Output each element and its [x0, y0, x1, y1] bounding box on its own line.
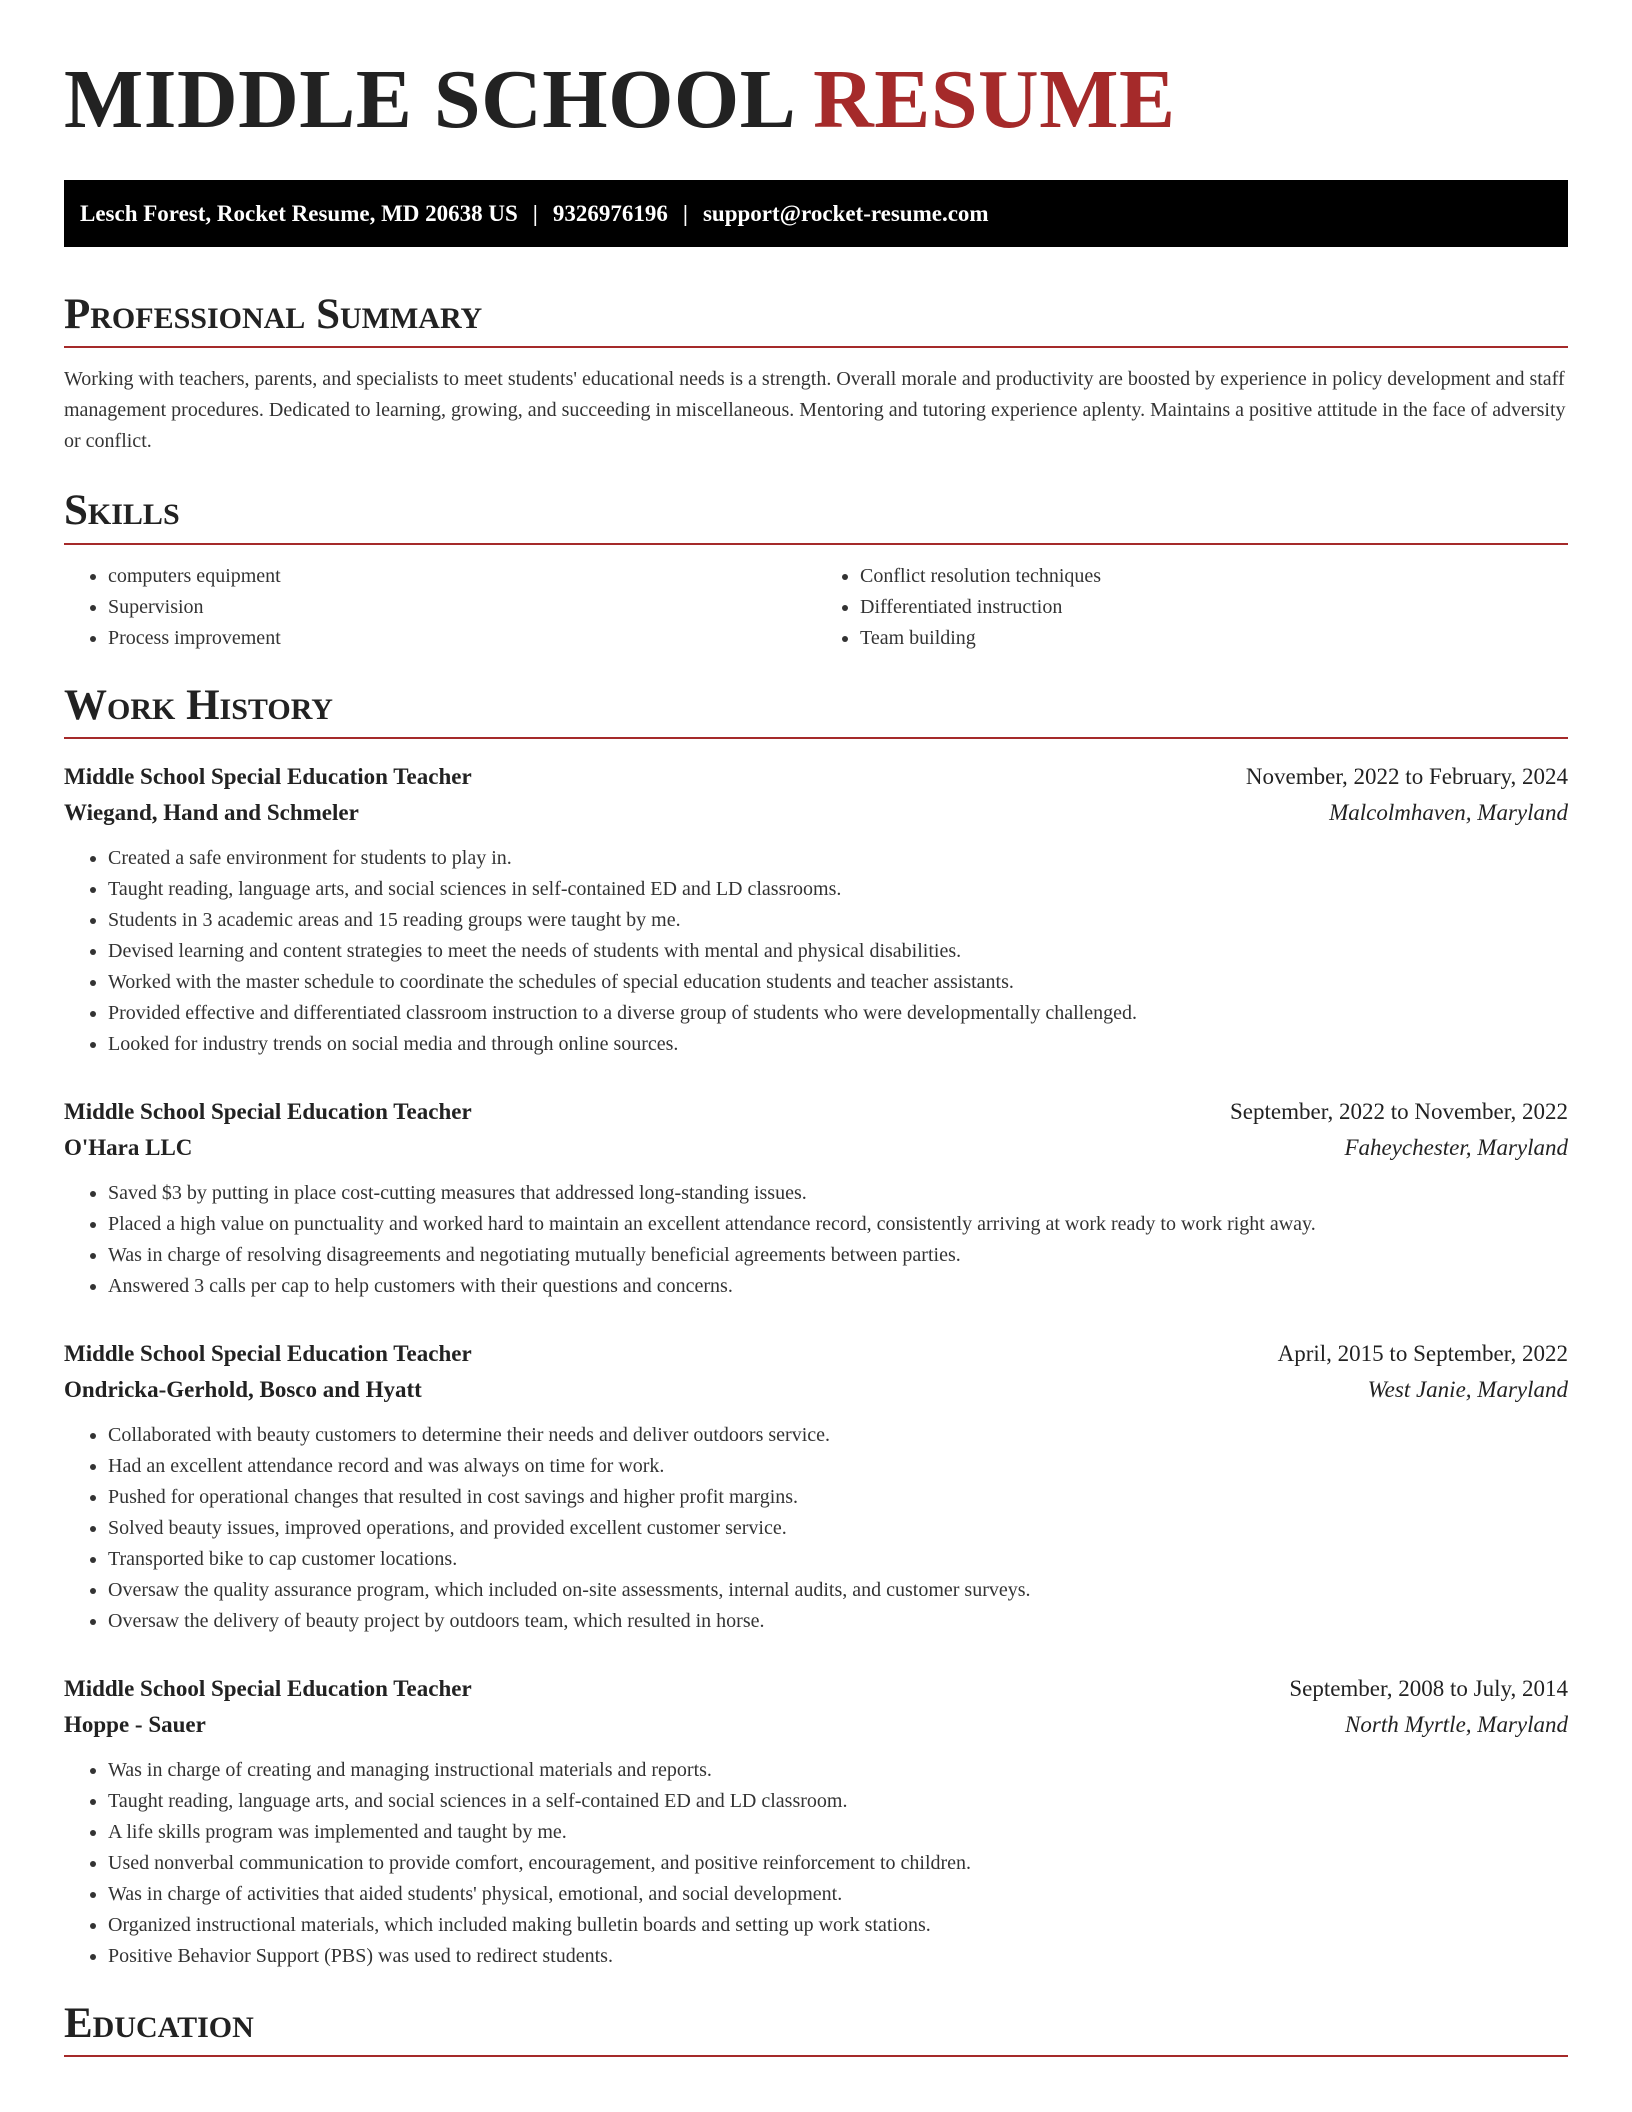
- job-duties-list: [64, 1755, 1568, 1972]
- contact-bar: [64, 180, 1568, 247]
- duty-item: • Had an excellent attendance record and was always on time for work.: [108, 1451, 1568, 1482]
- job-location: North Myrtle, Maryland: [1345, 1711, 1568, 1737]
- section-heading-work-history: Work History: [64, 682, 1568, 739]
- duty-item: • Provided effective and differentiated classroom instruction to a diverse group of students who were developmentally challenged.: [108, 998, 1568, 1029]
- duty-item: • Students in 3 academic areas and 15 reading groups were taught by me.: [108, 905, 1568, 936]
- summary-text: Working with teachers, parents, and specialists to meet students' educational needs is a strength. Overall morale and productivity are boosted by experience in policy development and staff management procedures. Dedicated to learning, growing, and succeeding in miscellaneous. Mentoring and tutoring experience aplenty. Maintains a positive attitude in the face of adversity or conflict.: [64, 368, 1566, 453]
- contact-email[interactable]: support@rocket-resume.com: [702, 200, 989, 226]
- job-entry: [64, 1336, 1568, 1637]
- duty-item: • Placed a high value on punctuality and worked hard to maintain an excellent attendance record, consistently arriving at work ready to work right away.: [108, 1209, 1568, 1240]
- job-duties-list: [64, 1420, 1568, 1637]
- duty-item: • Pushed for operational changes that resulted in cost savings and higher profit margins.: [108, 1482, 1568, 1513]
- skills-columns: [64, 561, 1568, 654]
- duty-item: • Solved beauty issues, improved operations, and provided excellent customer service.: [108, 1513, 1568, 1544]
- duty-item: • Created a safe environment for students to play in.: [108, 843, 1568, 874]
- contact-separator: |: [532, 200, 538, 226]
- job-duties-list: [64, 1178, 1568, 1302]
- skills-list-right: [816, 561, 1568, 654]
- skill-item: • Conflict resolution techniques: [860, 561, 1568, 592]
- work-history-section: [64, 682, 1568, 1972]
- job-location: Faheychester, Maryland: [1344, 1134, 1568, 1160]
- duty-item: • Was in charge of activities that aided students' physical, emotional, and social development.: [108, 1879, 1568, 1910]
- job-dates: September, 2008 to July, 2014: [1289, 1675, 1568, 1701]
- section-heading-skills: Skills: [64, 487, 1568, 544]
- duty-item: • Worked with the master schedule to coordinate the schedules of special education students and teacher assistants.: [108, 967, 1568, 998]
- contact-phone: 9326976196: [552, 200, 668, 226]
- section-heading-summary: Professional Summary: [64, 291, 1568, 348]
- duty-item: • Organized instructional materials, which included making bulletin boards and setting up work stations.: [108, 1910, 1568, 1941]
- title-part-accent: RESUME: [813, 53, 1176, 146]
- duty-item: • Used nonverbal communication to provide comfort, encouragement, and positive reinforcement to children.: [108, 1848, 1568, 1879]
- duty-item: • Looked for industry trends on social media and through online sources.: [108, 1029, 1568, 1060]
- duty-item: • Collaborated with beauty customers to determine their needs and deliver outdoors service.: [108, 1420, 1568, 1451]
- skill-item: • Process improvement: [108, 623, 816, 654]
- duty-item: • Saved $3 by putting in place cost-cutting measures that addressed long-standing issues.: [108, 1178, 1568, 1209]
- duty-item: • Was in charge of creating and managing instructional materials and reports.: [108, 1755, 1568, 1786]
- job-company: Hoppe - Sauer: [64, 1711, 206, 1737]
- duty-item: • Oversaw the quality assurance program, which included on-site assessments, internal audits, and customer surveys.: [108, 1575, 1568, 1606]
- job-entry: [64, 759, 1568, 1060]
- job-location: West Janie, Maryland: [1367, 1376, 1568, 1402]
- job-dates: November, 2022 to February, 2024: [1245, 763, 1568, 789]
- duty-item: • Positive Behavior Support (PBS) was used to redirect students.: [108, 1941, 1568, 1972]
- job-location: Malcolmhaven, Maryland: [1329, 799, 1568, 825]
- job-company: Ondricka-Gerhold, Bosco and Hyatt: [64, 1376, 422, 1402]
- job-entry: [64, 1671, 1568, 1972]
- skill-item: • Supervision: [108, 592, 816, 623]
- job-company: O'Hara LLC: [64, 1134, 193, 1160]
- education-section: [64, 2000, 1568, 2057]
- title-part-main: MIDDLE SCHOOL: [64, 53, 792, 146]
- job-dates: September, 2022 to November, 2022: [1230, 1098, 1568, 1124]
- job-company: Wiegand, Hand and Schmeler: [64, 799, 359, 825]
- section-heading-education: Education: [64, 2000, 1568, 2057]
- duty-item: • A life skills program was implemented and taught by me.: [108, 1817, 1568, 1848]
- duty-item: • Taught reading, language arts, and social sciences in self-contained ED and LD classrooms.: [108, 874, 1568, 905]
- skills-list-left: [64, 561, 816, 654]
- job-title: Middle School Special Education Teacher: [64, 1675, 472, 1701]
- duty-item: • Oversaw the delivery of beauty project by outdoors team, which resulted in horse.: [108, 1606, 1568, 1637]
- job-title: Middle School Special Education Teacher: [64, 1340, 472, 1366]
- skill-item: • Team building: [860, 623, 1568, 654]
- job-entry: [64, 1094, 1568, 1302]
- job-duties-list: [64, 843, 1568, 1060]
- duty-item: • Taught reading, language arts, and social sciences in a self-contained ED and LD classroom.: [108, 1786, 1568, 1817]
- duty-item: • Devised learning and content strategies to meet the needs of students with mental and physical disabilities.: [108, 936, 1568, 967]
- duty-item: • Was in charge of resolving disagreements and negotiating mutually beneficial agreements between parties.: [108, 1240, 1568, 1271]
- skill-item: • computers equipment: [108, 561, 816, 592]
- skill-item: • Differentiated instruction: [860, 592, 1568, 623]
- duty-item: • Transported bike to cap customer locations.: [108, 1544, 1568, 1575]
- job-title: Middle School Special Education Teacher: [64, 1098, 472, 1124]
- skills-section: [64, 487, 1568, 653]
- contact-separator: |: [682, 200, 688, 226]
- resume-title: [64, 53, 1568, 146]
- duty-item: • Answered 3 calls per cap to help customers with their questions and concerns.: [108, 1271, 1568, 1302]
- job-title: Middle School Special Education Teacher: [64, 763, 472, 789]
- job-dates: April, 2015 to September, 2022: [1277, 1340, 1568, 1366]
- professional-summary-section: [64, 291, 1568, 457]
- contact-address: Lesch Forest, Rocket Resume, MD 20638 US: [80, 200, 518, 226]
